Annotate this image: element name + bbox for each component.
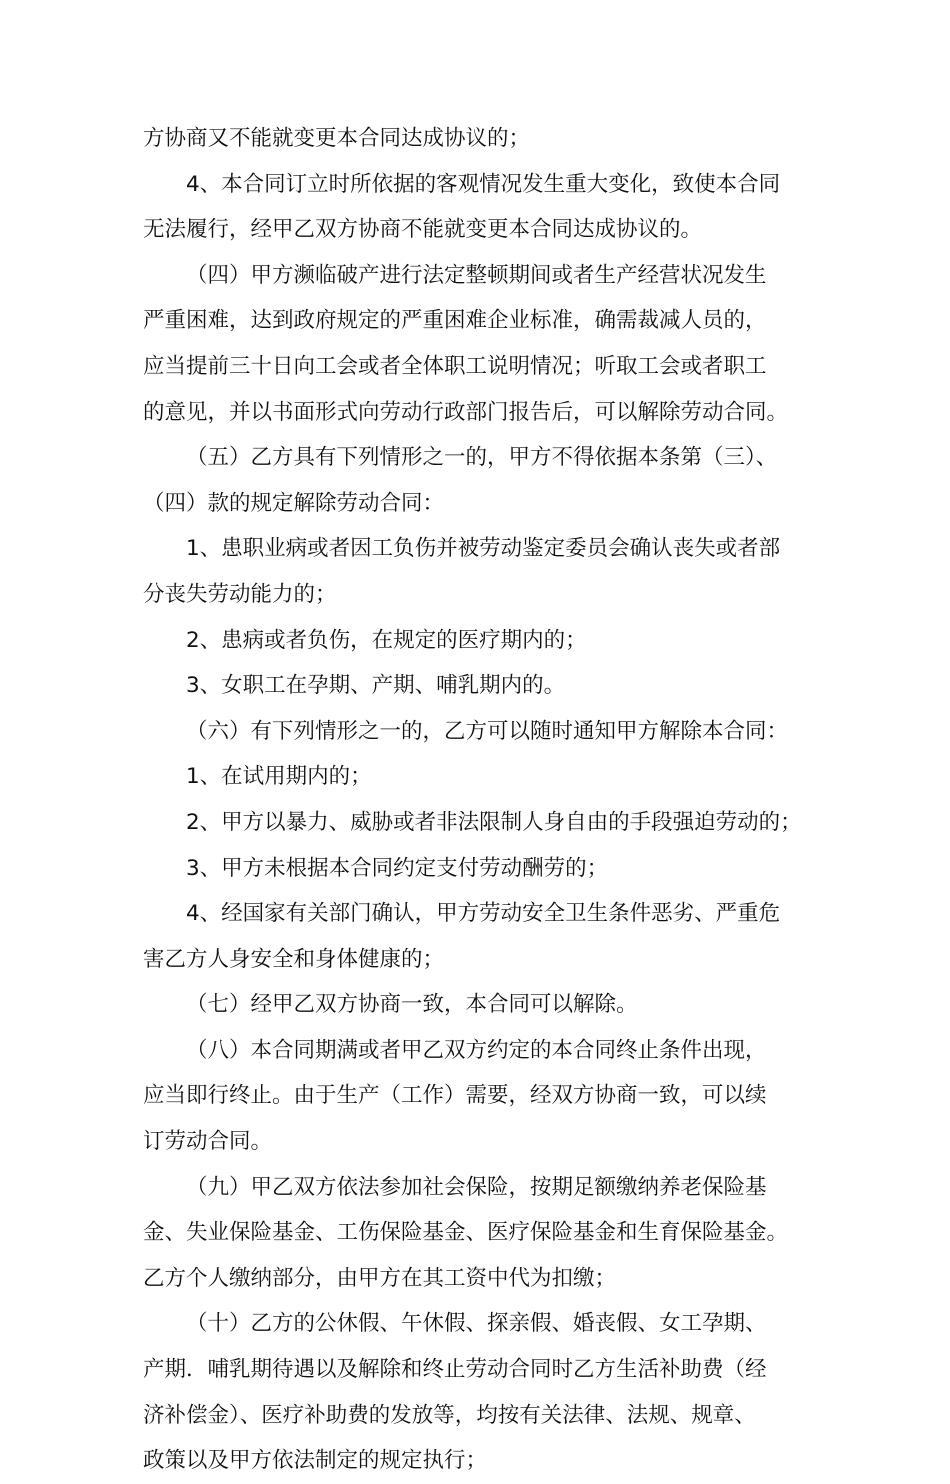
text-line: （八）本合同期满或者甲乙双方约定的本合同终止条件出现， [186, 1037, 767, 1063]
text-line: 济补偿金）、医疗补助费的发放等，均按有关法律、法规、规章、 [143, 1402, 756, 1428]
text-line: （十）乙方的公休假、午休假、探亲假、婚丧假、女工孕期、 [186, 1311, 767, 1337]
text-line: 的意见，并以书面形式向劳动行政部门报告后，可以解除劳动合同。 [143, 399, 789, 425]
text-line: 产期．哺乳期待遇以及解除和终止劳动合同时乙方生活补助费（经 [143, 1357, 767, 1383]
text-line: 金、失业保险基金、工伤保险基金、医疗保险基金和生育保险基金。 [143, 1220, 789, 1246]
text-line: 3、甲方未根据本合同约定支付劳动酬劳的； [186, 855, 609, 881]
text-line: 方协商又不能就变更本合同达成协议的； [143, 126, 531, 151]
text-line: （四）款的规定解除劳动合同： [143, 490, 445, 516]
text-line: 应当提前三十日向工会或者全体职工说明情况；听取工会或者职工 [143, 353, 767, 379]
text-line: 3、女职工在孕期、产期、哺乳期内的。 [186, 673, 566, 699]
text-line: 害乙方人身安全和身体健康的； [143, 946, 445, 972]
text-line: 政策以及甲方依法制定的规定执行； [143, 1448, 488, 1474]
text-line: （六）有下列情形之一的，乙方可以随时通知甲方解除本合同： [186, 718, 789, 744]
text-line: （九）甲乙双方依法参加社会保险，按期足额缴纳养老保险基 [186, 1174, 767, 1200]
text-line: 订劳动合同。 [143, 1129, 273, 1155]
text-line: 分丧失劳动能力的； [143, 581, 337, 607]
text-line: 1、患职业病或者因工负伤并被劳动鉴定委员会确认丧失或者部 [186, 536, 781, 562]
text-line: （五）乙方具有下列情形之一的，甲方不得依据本条第（三）、 [186, 445, 778, 471]
text-line: （七）经甲乙双方协商一致，本合同可以解除。 [186, 992, 638, 1018]
text-line: 乙方个人缴纳部分，由甲方在其工资中代为扣缴； [143, 1265, 617, 1291]
document-body [143, 116, 833, 1484]
text-line: 严重困难，达到政府规定的严重困难企业标准，确需裁减人员的， [143, 308, 767, 334]
text-line: 4、本合同订立时所依据的客观情况发生重大变化，致使本合同 [186, 171, 781, 197]
text-line: 2、甲方以暴力、威胁或者非法限制人身自由的手段强迫劳动的； [186, 809, 802, 835]
text-line: 1、在试用期内的； [186, 764, 372, 790]
text-line: （四）甲方濒临破产进行法定整顿期间或者生产经营状况发生 [186, 262, 767, 288]
text-line: 2、患病或者负伤，在规定的医疗期内的； [186, 627, 587, 653]
text-line: 无法履行，经甲乙双方协商不能就变更本合同达成协议的。 [143, 217, 703, 243]
text-line: 4、经国家有关部门确认，甲方劳动安全卫生条件恶劣、严重危 [186, 901, 781, 927]
text-line: 应当即行终止。由于生产（工作）需要，经双方协商一致，可以续 [143, 1083, 767, 1109]
